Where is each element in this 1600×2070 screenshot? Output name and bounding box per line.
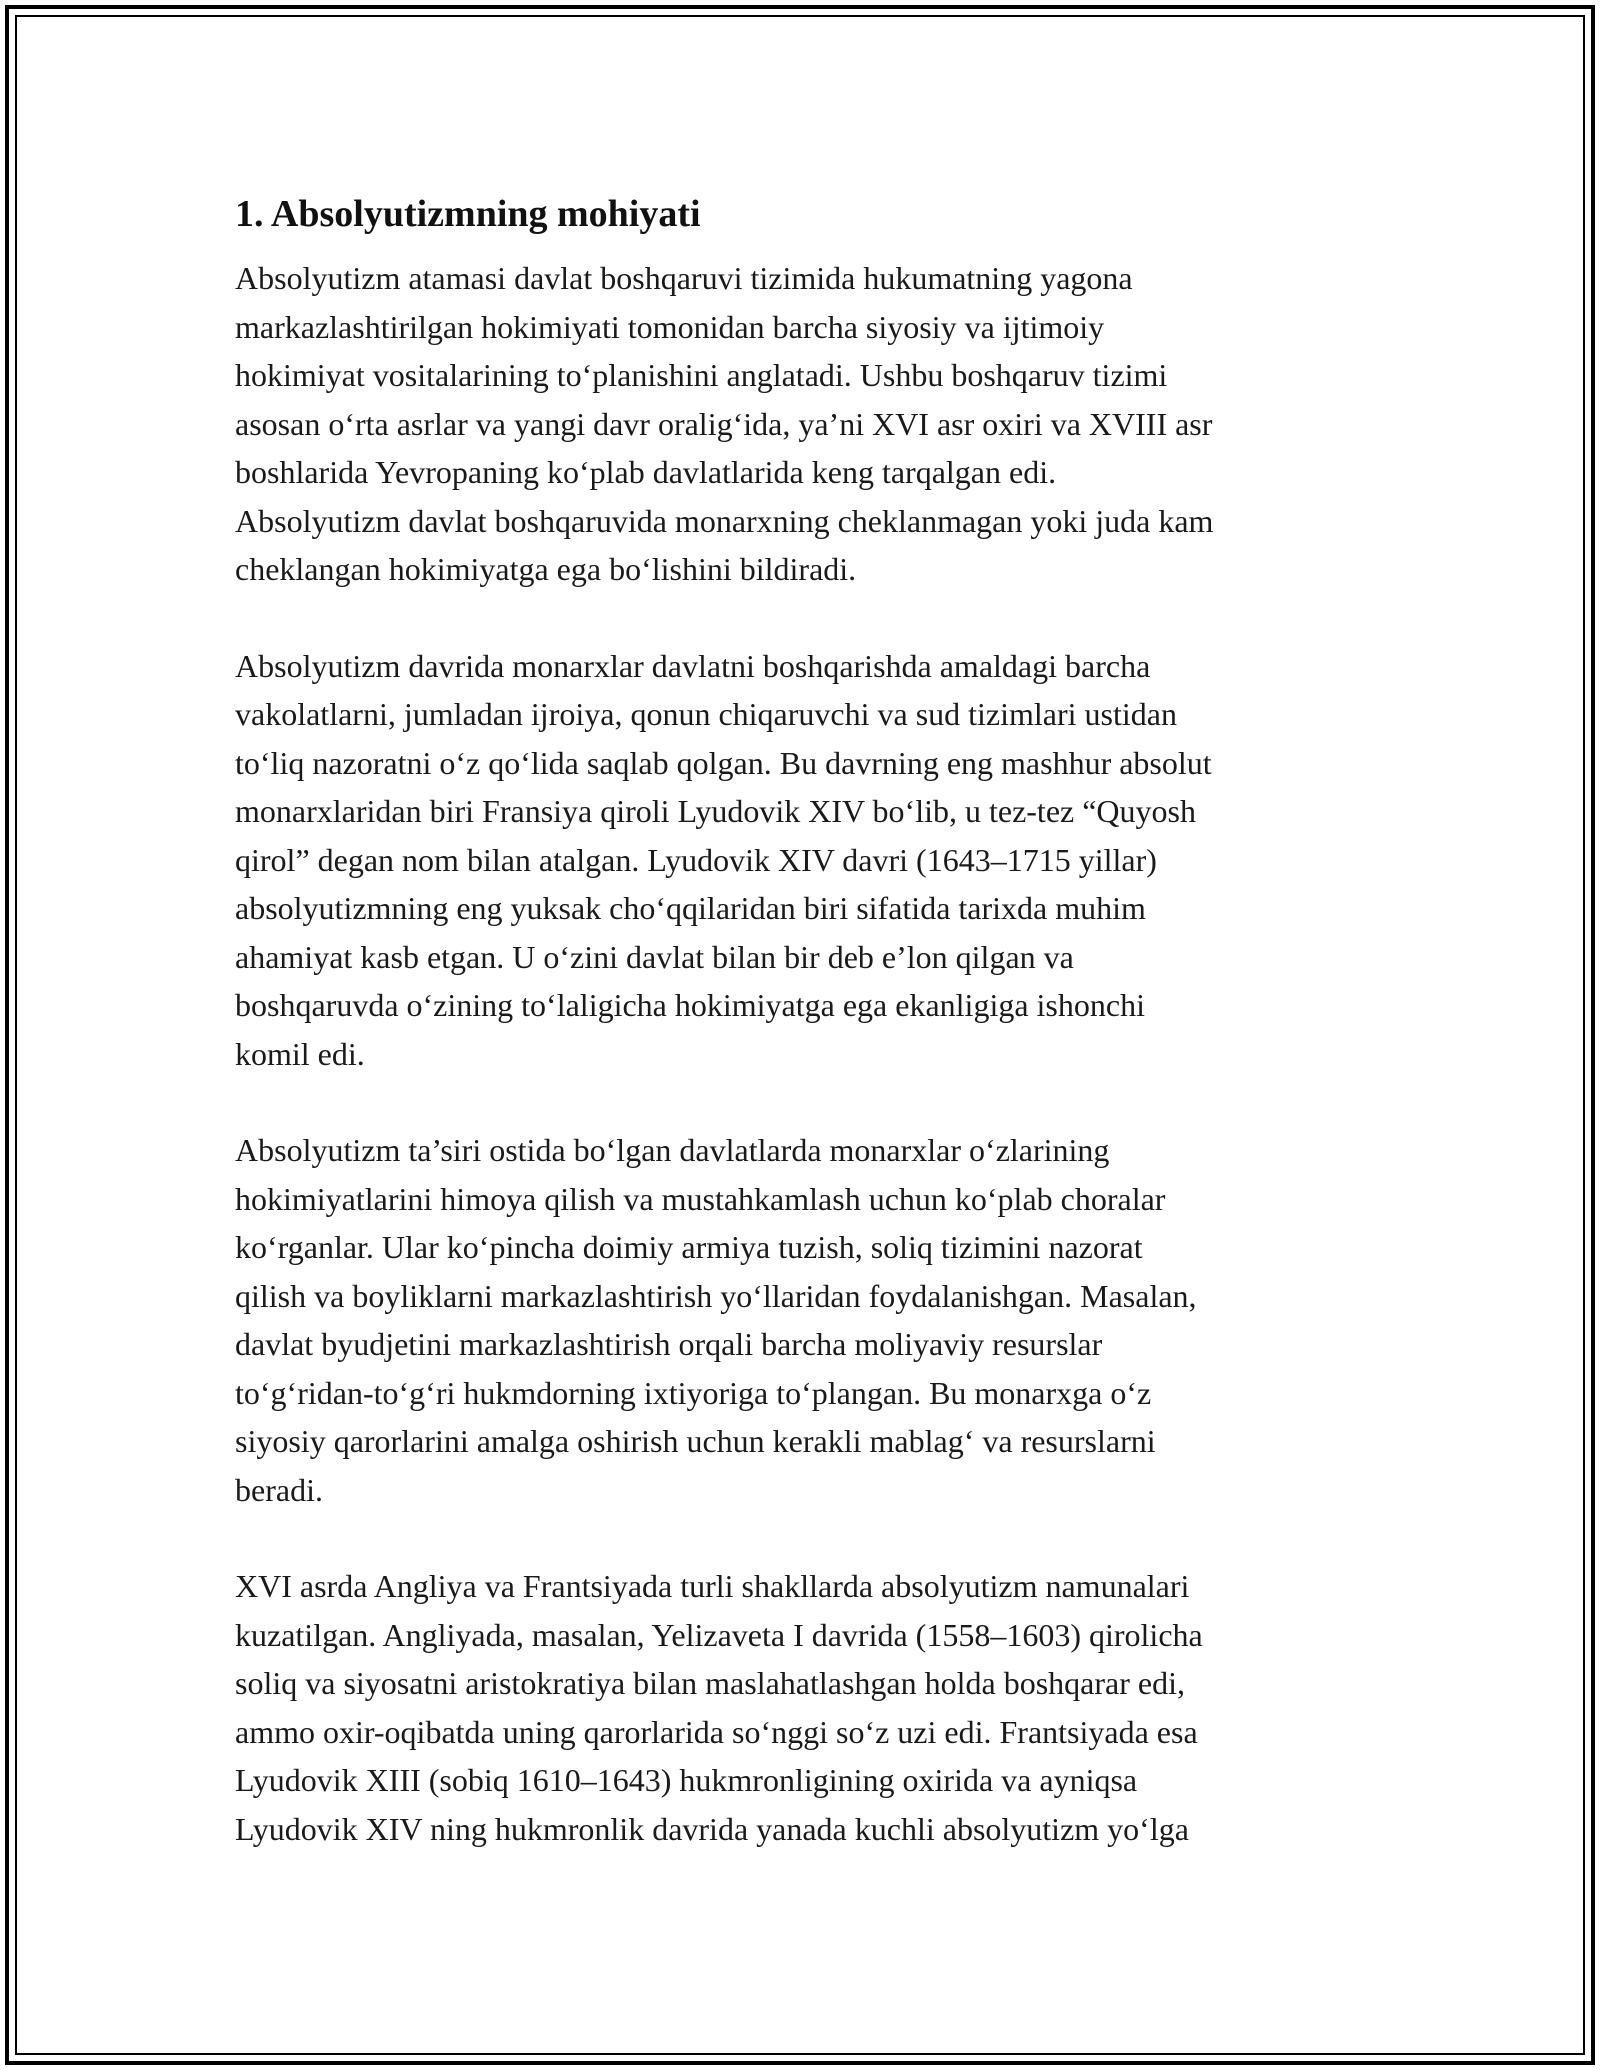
text-line: XVI asrda Angliya va Frantsiyada turli shakllarda absolyutizm namunalari bbox=[235, 1568, 1190, 1604]
text-line: Absolyutizm davrida monarxlar davlatni boshqarishda amaldagi barcha bbox=[235, 647, 1151, 684]
text-line: markazlashtirilgan hokimiyati tomonidan barcha siyosiy va ijtimoiy bbox=[235, 308, 1105, 345]
text-line: cheklangan hokimiyatga ega bo‘lishini bildiradi. bbox=[235, 551, 857, 587]
paragraph-1 bbox=[235, 254, 1365, 594]
section-heading: 1. Absolyutizmning mohiyati bbox=[235, 193, 701, 235]
text-line: to‘liq nazoratni o‘z qo‘lida saqlab qolgan. Bu davrning eng mashhur absolut bbox=[235, 744, 1212, 781]
text-line: beradi. bbox=[235, 1471, 323, 1508]
text-line: vakolatlarni, jumladan ijroiya, qonun chiqaruvchi va sud tizimlari ustidan bbox=[235, 696, 1177, 732]
text-line: hokimiyatlarini himoya qilish va mustahkamlash uchun ko‘plab choralar bbox=[235, 1180, 1166, 1217]
text-line: asosan o‘rta asrlar va yangi davr oralig‘ida, ya’ni XVI asr oxiri va XVIII asr bbox=[235, 405, 1213, 442]
text-line: ahamiyat kasb etgan. U o‘zini davlat bilan bir deb e’lon qilgan va bbox=[235, 938, 1074, 975]
paragraph-2 bbox=[235, 642, 1365, 1079]
text-line: ko‘rganlar. Ular ko‘pincha doimiy armiya tuzish, soliq tizimini nazorat bbox=[235, 1229, 1143, 1265]
text-line: ammo oxir-oqibatda uning qarorlarida so‘nggi so‘z uzi edi. Frantsiyada esa bbox=[235, 1713, 1198, 1750]
text-line: Lyudovik XIV ning hukmronlik davrida yanada kuchli absolyutizm yo‘lga bbox=[235, 1810, 1189, 1847]
text-line: monarxlaridan biri Fransiya qiroli Lyudovik XIV bo‘lib, u tez-tez “Quyosh bbox=[235, 793, 1196, 829]
text-line: absolyutizmning eng yuksak cho‘qqilaridan biri sifatida tarixda muhim bbox=[235, 890, 1146, 926]
paragraph-4 bbox=[235, 1562, 1365, 1853]
text-line: Absolyutizm davlat boshqaruvida monarxning cheklanmagan yoki juda kam bbox=[235, 502, 1214, 539]
document-body bbox=[235, 186, 1365, 1901]
text-line: Absolyutizm atamasi davlat boshqaruvi tizimida hukumatning yagona bbox=[235, 260, 1133, 296]
text-line: soliq va siyosatni aristokratiya bilan maslahatlashgan holda boshqarar edi, bbox=[235, 1665, 1185, 1701]
text-line: to‘g‘ridan-to‘g‘ri hukmdorning ixtiyoriga to‘plangan. Bu monarxga o‘z bbox=[235, 1374, 1152, 1411]
text-line: Lyudovik XIII (sobiq 1610–1643) hukmronligining oxirida va ayniqsa bbox=[235, 1762, 1138, 1798]
text-line: davlat byudjetini markazlashtirish orqali barcha moliyaviy resurslar bbox=[235, 1326, 1103, 1362]
text-line: qilish va boyliklarni markazlashtirish yo‘llaridan foydalanishgan. Masalan, bbox=[235, 1277, 1197, 1314]
text-line: kuzatilgan. Angliyada, masalan, Yelizaveta I davrida (1558–1603) qirolicha bbox=[235, 1616, 1203, 1653]
text-line: hokimiyat vositalarining to‘planishini anglatadi. Ushbu boshqaruv tizimi bbox=[235, 357, 1168, 393]
text-line: siyosiy qarorlarini amalga oshirish uchun kerakli mablag‘ va resurslarni bbox=[235, 1423, 1156, 1459]
text-line: boshqaruvda o‘zining to‘laligicha hokimiyatga ega ekanligiga ishonchi bbox=[235, 987, 1145, 1023]
text-line: boshlarida Yevropaning ko‘plab davlatlarida keng tarqalgan edi. bbox=[235, 454, 1057, 490]
text-line: Absolyutizm ta’siri ostida bo‘lgan davlatlarda monarxlar o‘zlarining bbox=[235, 1132, 1110, 1168]
text-line: qirol” degan nom bilan atalgan. Lyudovik XIV davri (1643–1715 yillar) bbox=[235, 841, 1157, 878]
paragraph-3 bbox=[235, 1126, 1365, 1514]
text-line: komil edi. bbox=[235, 1035, 365, 1072]
